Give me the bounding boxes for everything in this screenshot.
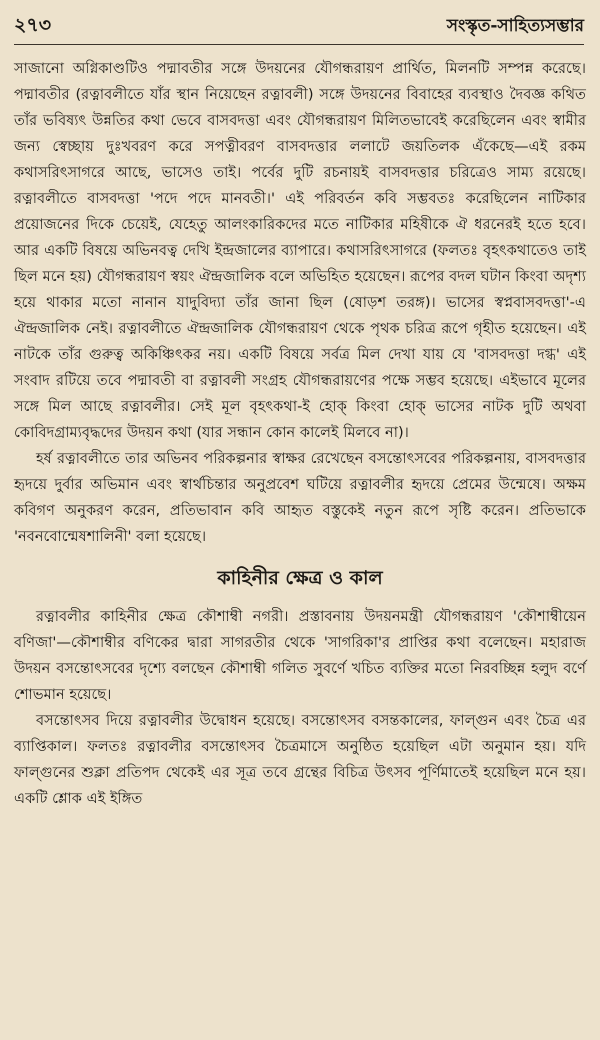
paragraph: হর্ষ রত্নাবলীতে তার অভিনব পরিকল্পনার স্বাক্ষর রেখেছেন বসন্তোৎসবের পরিকল্পনায়, বাসবদত্তার হৃদয়ে দুর্বার অভিমান এবং স্বার্থচিন্তার অনুপ্রবেশ ঘটিয়ে রত্নাবলীর হৃদয়ে প্রেমের উন্মেষে। অক্ষম কবিগণ অনুকরণ করেন, প্রতিভাবান কবি আহৃত বস্তুকেই নতুন রূপে সৃষ্টি করেন। প্রতিভাকে 'নবনবোন্মেষশালিনী' বলা হয়েছে। (14, 450, 586, 545)
page-body (14, 56, 586, 812)
running-head: সংস্কৃত-সাহিত্যসম্ভার (446, 16, 584, 36)
section-heading: কাহিনীর ক্ষেত্র ও কাল (217, 567, 383, 589)
page-number: ২৭৩ (14, 14, 52, 36)
paragraph: সাজানো অগ্নিকাণ্ডটিও পদ্মাবতীর সঙ্গে উদয়নের যৌগন্ধরায়ণ প্রার্থিত, মিলনটি সম্পন্ন করেছে। পদ্মাবতীর (রত্নাবলীতে যাঁর স্থান নিয়েছেন রত্নাবলী) সঙ্গে উদয়নের বিবাহের ব্যবস্থাও দৈবজ্ঞ কথিত তাঁর ভবিষ্যৎ উন্নতির কথা ভেবে বাসবদত্তা এবং যৌগন্ধরায়ণ মিলিতভাবেই করেছিলেন এবং স্বামীর জন্য স্বেচ্ছায় দুঃখবরণ করে সপত্নীবরণ বাসবদত্তার ললাটে জয়তিলক এঁকেছে—এই রকম কথাসরিৎসাগরে আছে, ভাসেও তাই। পর্বের দুটি রচনায়ই বাসবদত্তার চরিত্রেও সাম্য রয়েছে। রত্নাবলীতে বাসবদত্তা 'পদে পদে মানবতী।' এই পরিবর্তন কবি সম্ভবতঃ করেছিলেন নাটিকার প্রয়োজনের দিকে চেয়েই, যেহেতু আলংকারিকদের মতে নাটিকার মহিষীকে ঐ ধরনেরই হতে হবে। আর একটি বিষয়ে অভিনবত্ব দেখি ইন্দ্রজালের ব্যাপারে। কথাসরিৎসাগরে (ফলতঃ বৃহৎকথাতেও তাই ছিল মনে হয়) যৌগন্ধরায়ণ স্বয়ং ঐন্দ্রজালিক বলে অভিহিত হয়েছেন। রূপের বদল ঘটান কিংবা অদৃশ্য হয়ে থাকার মতো নানান যাদুবিদ্যা তাঁর জানা ছিল (ষোড়শ তরঙ্গ)। ভাসের স্বপ্নবাসবদত্তা'-এ ঐন্দ্রজালিক নেই। রত্নাবলীতে ঐন্দ্রজালিক যৌগন্ধরায়ণ থেকে পৃথক চরিত্র রূপে গৃহীত হয়েছেন। এই নাটকে তাঁর গুরুত্ব অকিঞ্চিৎকর নয়। একটি বিষয়ে সর্বত্র মিল দেখা যায় যে 'বাসবদত্তা দগ্ধ' এই সংবাদ রটিয়ে তবে পদ্মাবতী বা রত্নাবলী সংগ্রহ যৌগন্ধরায়ণের পক্ষে সম্ভব হয়েছে। এইভাবে মূলের সঙ্গে মিল আছে রত্নাবলীর। সেই মূল বৃহৎকথা-ই হোক্ কিংবা হোক্ ভাসের নাটক দুটি অথবা কোবিদগ্রাম্যবৃদ্ধদের উদয়ন কথা (যার সন্ধান কোন কালেই মিলবে না)। (14, 60, 586, 441)
paragraph: বসন্তোৎসব দিয়ে রত্নাবলীর উদ্বোধন হয়েছে। বসন্তোৎসব বসন্তকালের, ফাল্গুন এবং চৈত্র এর ব্যাপ্তিকাল। ফলতঃ রত্নাবলীর বসন্তোৎসব চৈত্রমাসে অনুষ্ঠিত হয়েছিল এটা অনুমান হয়। যদি ফাল্গুনের শুক্লা প্রতিপদ থেকেই এর সূত্র তবে গ্রন্থের বিচিত্র উৎসব পূর্ণিমাতেই হয়েছিল মনে হয়। একটি শ্লোক এই ইঙ্গিত (14, 712, 586, 807)
paragraph: রত্নাবলীর কাহিনীর ক্ষেত্র কৌশাম্বী নগরী। প্রস্তাবনায় উদয়নমন্ত্রী যৌগন্ধরায়ণ 'কৌশাম্বীয়েন বণিজা'—কৌশাম্বীর বণিকের দ্বারা সাগরতীর থেকে 'সাগরিকা'র প্রাপ্তির কথা বলেছেন। মহারাজ উদয়ন বসন্তোৎসবের দৃশ্যে বলছেন কৌশাম্বী গলিত সুবর্ণে খচিত ব্যক্তির মতো নিরবচ্ছিন্ন হলুদ বর্ণে শোভমান হয়েছে। (14, 608, 586, 703)
page-header (14, 10, 584, 45)
